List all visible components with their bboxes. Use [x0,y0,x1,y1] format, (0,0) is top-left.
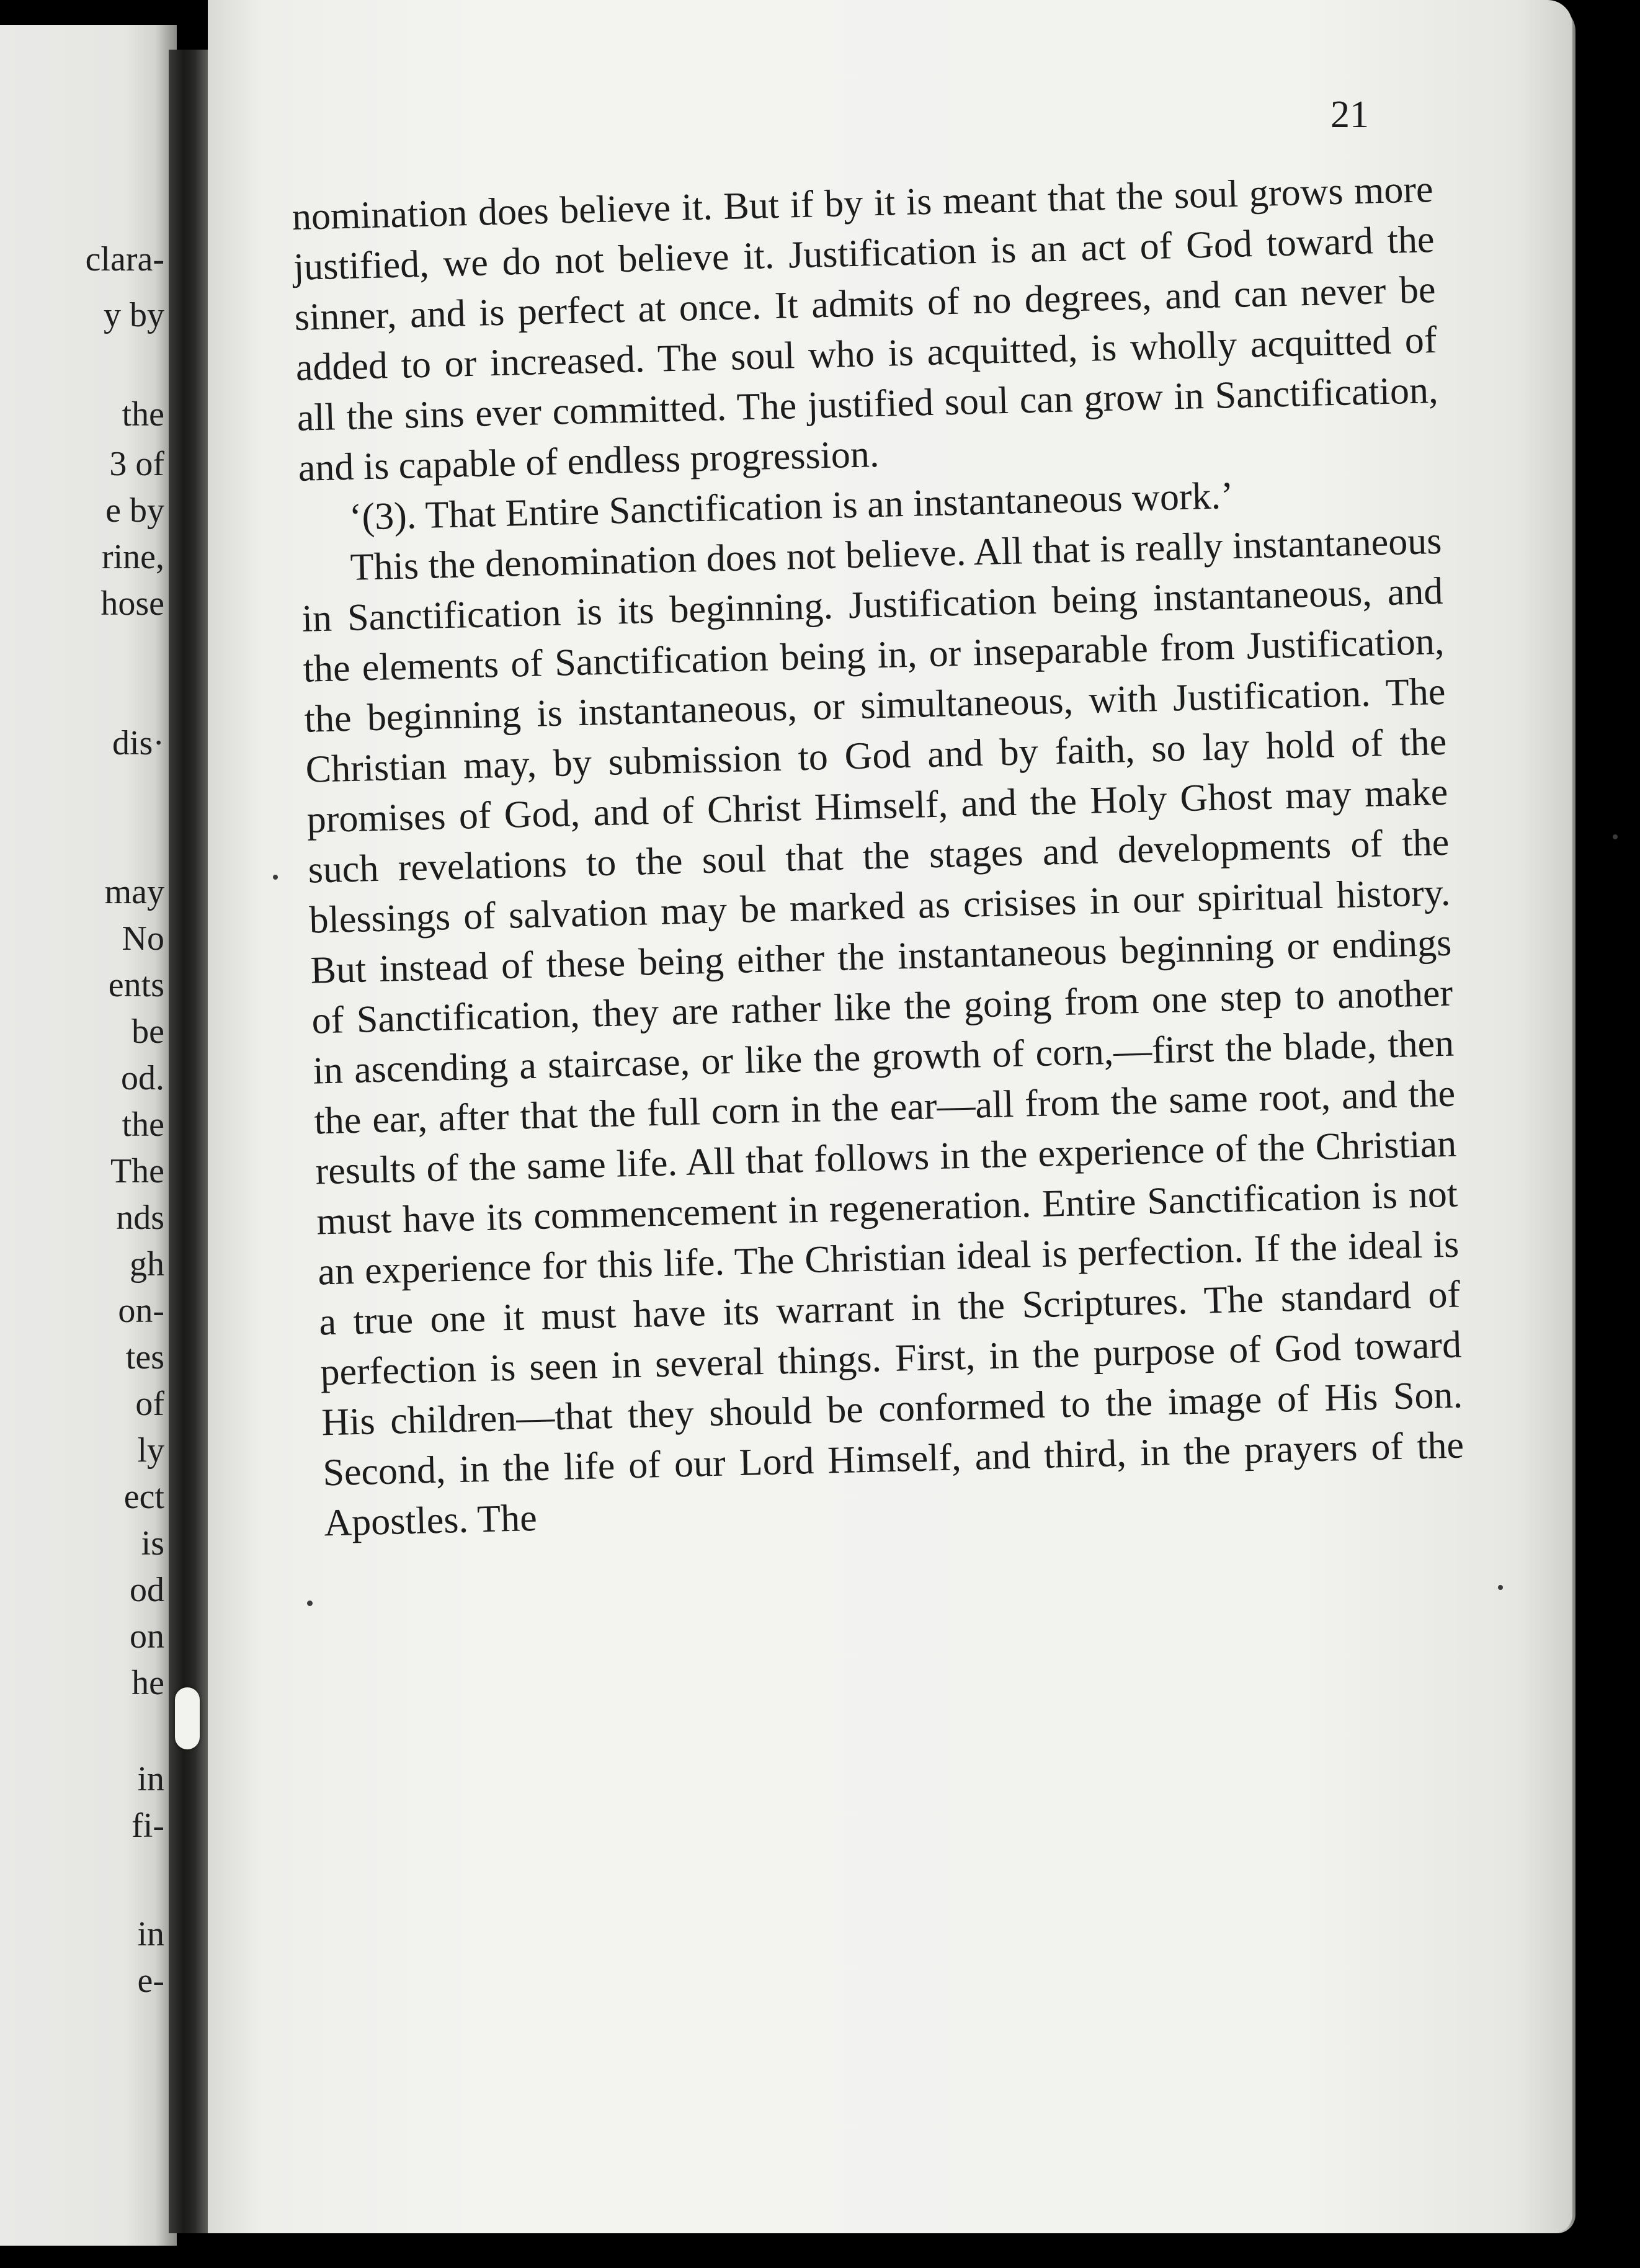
left-text-fragment: dis· [112,724,164,762]
page-speck [1613,834,1618,839]
page-number: 21 [1330,94,1369,136]
page-speck [1498,1585,1503,1590]
left-text-fragment: clara- [85,240,164,279]
left-facing-page [0,25,177,2246]
left-text-fragment: fi- [131,1806,164,1845]
left-text-fragment: gh [130,1245,164,1284]
left-text-fragment: nds [116,1199,164,1237]
left-text-fragment: may [104,873,164,911]
left-text-fragment: 3 of [109,445,164,483]
left-text-fragment: od. [121,1059,164,1097]
paragraph-sanctification: This the denomination does not believe. All that is really instantaneous in Sanctification is its beginning. Justification being instantaneous, and the elements of Sanctification being in, or inseparable from Justification, the beginning is instantaneous, or simultaneous, with Justification. The Christian may, by submission to God and by faith, so lay hold of the promises of God, and of Christ Himself, and the Holy Ghost may make such revelations to the soul that the stages and developments of the blessings of salvation may be marked as crisises in our spiritual history. But instead of these being either the instantaneous beginning or endings of Sanctification, they are rather like the going from one step to another in ascending a staircase, or like the growth of corn,—first the blade, then the ear, after that the full corn in the ear—all from the same root, and the results of the same life. All that follows in the experience of the Christian must have its commencement in regeneration. Entire Sanctification is not an experience for this life. The Christian ideal is perfection. If the ideal is a true one it must have its warrant in the Scriptures. The standard of perfection is seen in several things. First, in the purpose of God toward His children—that they should be conformed to the image of His Son. Second, in the life of our Lord Himself, and third, in the prayers of the Apostles. The [301,519,1464,1545]
left-text-fragment: tes [125,1338,164,1377]
left-text-fragment: e by [105,491,164,530]
left-text-fragment: in [137,1915,164,1953]
left-text-fragment: in [137,1760,164,1798]
page-body-text [292,164,1466,1548]
left-text-fragment: e- [137,1962,164,2000]
left-text-fragment: ect [123,1478,164,1516]
left-text-fragment: hose [100,584,164,623]
left-text-fragment: The [110,1152,164,1190]
left-text-fragment: on [130,1617,164,1656]
left-text-fragment: be [131,1012,164,1051]
left-text-fragment: he [131,1664,164,1702]
left-text-fragment: rine, [101,538,164,576]
left-text-fragment: od [130,1571,164,1609]
left-text-fragment: the [122,395,164,434]
paragraph-justification: nomination does believe it. But if by it is meant that the soul grows more justified, we do not believe it. Justification is an act of God toward the sinner, and is perfect at once. It admits of no degrees, and can never be added to or increased. The soul who is acquitted, is wholly acquitted of all the sins ever committed. The justified soul can grow in Sanctification, and is capable of endless progression. [292,168,1439,489]
left-text-fragment: No [122,919,164,958]
left-text-fragment: ents [108,966,164,1004]
paragraph-quoted-claim: ‘(3). That Entire Sanctification is an instantaneous work.’ [348,475,1234,538]
left-text-fragment: of [135,1385,164,1423]
page-speck [307,1601,313,1606]
left-text-fragment: ly [137,1431,164,1470]
book-gutter [169,50,212,2233]
left-text-fragment: y by [104,296,164,334]
left-text-fragment: on- [118,1292,164,1330]
left-text-fragment: the [122,1105,164,1144]
binding-hole [175,1687,200,1749]
page-speck [273,875,278,880]
left-text-fragment: is [141,1524,164,1563]
